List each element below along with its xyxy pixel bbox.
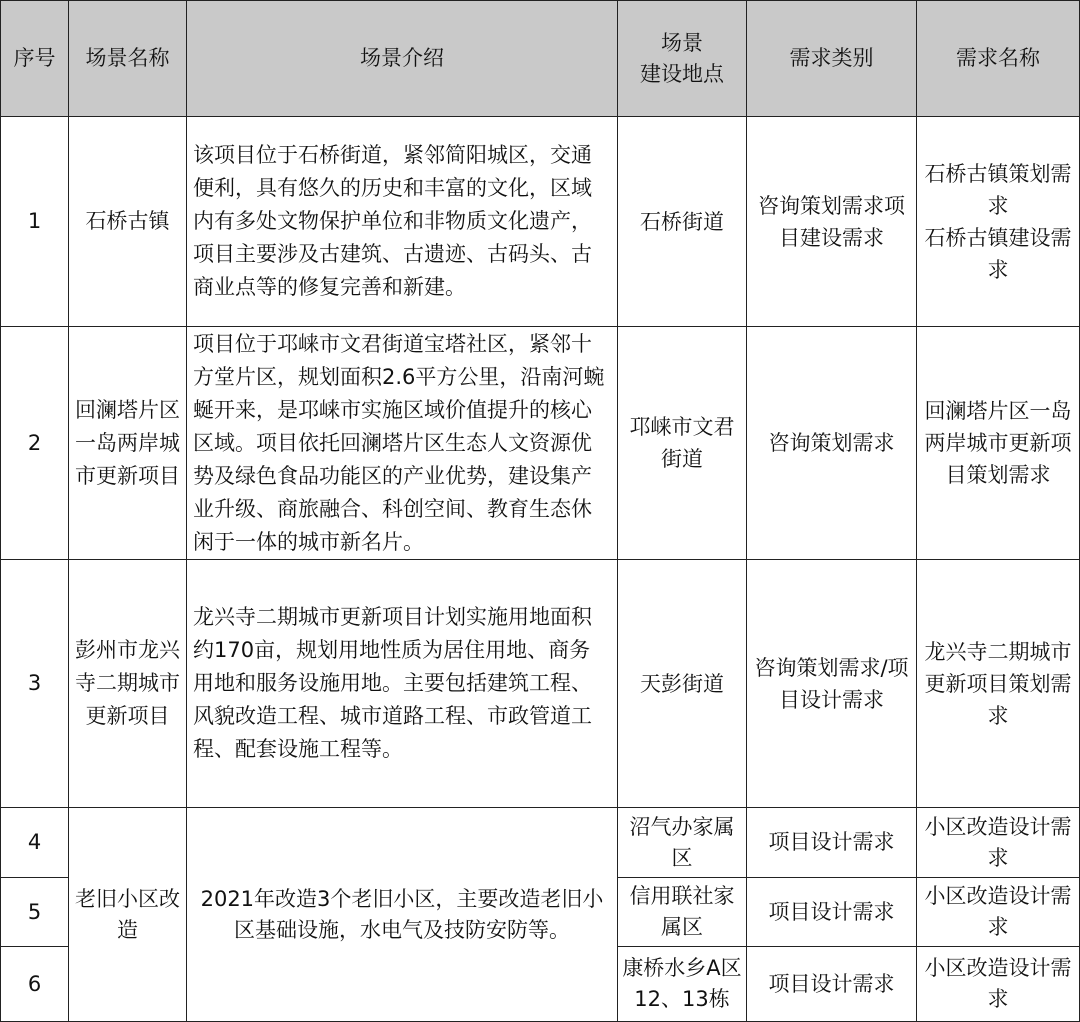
row-intro: 龙兴寺二期城市更新项目计划实施用地面积约170亩，规划用地性质为居住用地、商务用地和服务设施用地。主要包括建筑工程、风貌改造工程、城市道路工程、市政管道工程、配套设施工程等。 [187, 560, 618, 808]
row-no: 2 [1, 327, 69, 560]
table-row [1, 327, 1080, 560]
header-row [1, 1, 1080, 117]
group-name: 老旧小区改造 [69, 808, 187, 1022]
table-row [1, 117, 1080, 327]
row-location: 信用联社家属区 [618, 878, 747, 947]
row-location: 沼气办家属区 [618, 808, 747, 878]
header-intro: 场景介绍 [187, 1, 618, 117]
row-need: 石桥古镇策划需求 石桥古镇建设需求 [917, 117, 1080, 327]
row-need: 回澜塔片区一岛两岸城市更新项目策划需求 [917, 327, 1080, 560]
row-location: 天彭街道 [618, 560, 747, 808]
row-no: 1 [1, 117, 69, 327]
row-need: 小区改造设计需求 [917, 878, 1080, 947]
table-row [1, 560, 1080, 808]
row-no: 6 [1, 947, 69, 1022]
row-intro: 该项目位于石桥街道，紧邻简阳城区，交通便利，具有悠久的历史和丰富的文化，区域内有多处文物保护单位和非物质文化遗产，项目主要涉及古建筑、古遗迹、古码头、古商业点等的修复完善和新建。 [187, 117, 618, 327]
row-no: 3 [1, 560, 69, 808]
row-intro: 项目位于邛崃市文君街道宝塔社区，紧邻十方堂片区，规划面积2.6平方公里，沿南河蜿蜒开来，是邛崃市实施区域价值提升的核心区域。项目依托回澜塔片区生态人文资源优势及绿色食品功能区的产业优势，建设集产业升级、商旅融合、科创空间、教育生态休闲于一体的城市新名片。 [187, 327, 618, 560]
header-no: 序号 [1, 1, 69, 117]
header-category: 需求类别 [747, 1, 917, 117]
row-category: 项目设计需求 [747, 947, 917, 1022]
row-category: 项目设计需求 [747, 878, 917, 947]
row-name: 回澜塔片区一岛两岸城市更新项目 [69, 327, 187, 560]
row-no: 4 [1, 808, 69, 878]
header-name: 场景名称 [69, 1, 187, 117]
row-need: 龙兴寺二期城市更新项目策划需求 [917, 560, 1080, 808]
row-need: 小区改造设计需求 [917, 808, 1080, 878]
header-location: 场景 建设地点 [618, 1, 747, 117]
row-category: 咨询策划需求/项目设计需求 [747, 560, 917, 808]
row-category: 咨询策划需求项目建设需求 [747, 117, 917, 327]
row-need: 小区改造设计需求 [917, 947, 1080, 1022]
row-location: 邛崃市文君街道 [618, 327, 747, 560]
row-no: 5 [1, 878, 69, 947]
table-row [1, 808, 1080, 878]
row-name: 石桥古镇 [69, 117, 187, 327]
row-name: 彭州市龙兴寺二期城市更新项目 [69, 560, 187, 808]
group-intro: 2021年改造3个老旧小区，主要改造老旧小区基础设施，水电气及技防安防等。 [187, 808, 618, 1022]
row-location: 康桥水乡A区12、13栋 [618, 947, 747, 1022]
row-location: 石桥街道 [618, 117, 747, 327]
row-category: 咨询策划需求 [747, 327, 917, 560]
header-need: 需求名称 [917, 1, 1080, 117]
row-category: 项目设计需求 [747, 808, 917, 878]
